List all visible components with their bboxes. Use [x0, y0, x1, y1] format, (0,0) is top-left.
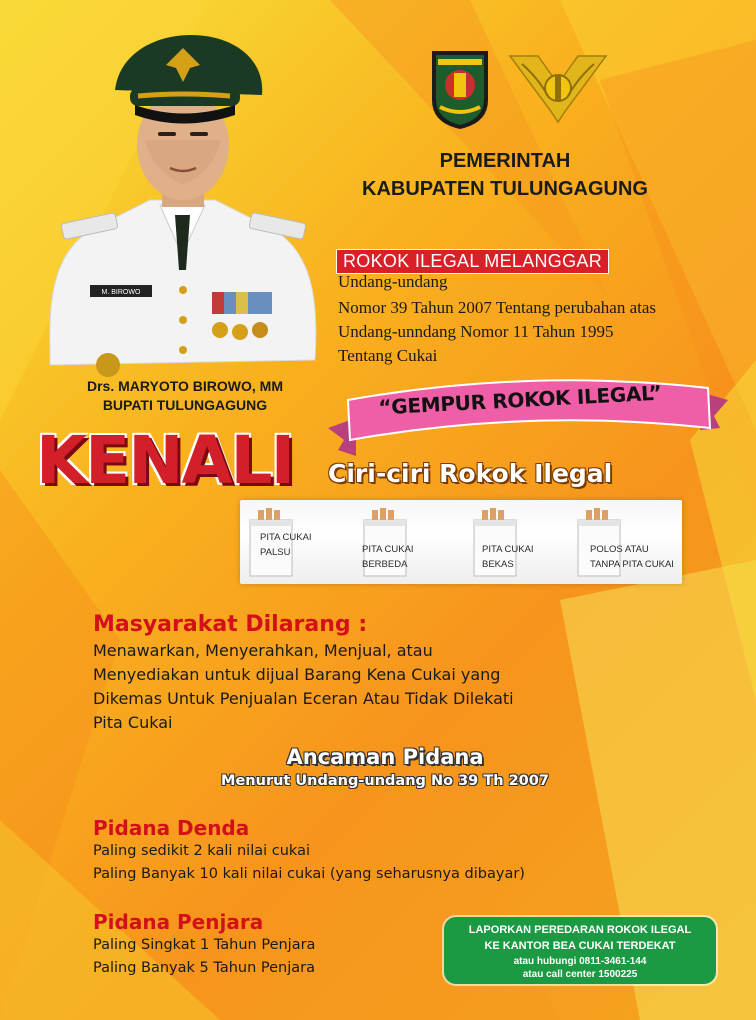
fine-line: Paling sedikit 2 kali nilai cukai	[93, 843, 310, 859]
prohibition-line: Menyediakan untuk dijual Barang Kena Cukai yang	[93, 665, 501, 684]
characteristics-subtitle: Ciri-ciri Rokok Ilegal	[328, 459, 613, 488]
regency-title: KABUPATEN TULUNGAGUNG	[362, 178, 648, 200]
official-position: BUPATI TULUNGAGUNG	[102, 397, 268, 413]
prison-line: Paling Banyak 5 Tahun Penjara	[93, 960, 315, 976]
report-phone: atau hubungi 0811-3461-144	[513, 956, 647, 967]
government-title: PEMERINTAH	[439, 150, 571, 172]
pack-label-different: PITA CUKAI BERBEDA	[362, 544, 414, 570]
official-name: Drs. MARYOTO BIROWO, MM	[87, 378, 283, 394]
official-portrait	[40, 20, 325, 380]
pack-label-counterfeit: PITA CUKAI PALSU	[260, 532, 312, 558]
law-line: Tentang Cukai	[338, 346, 438, 365]
pack-label-used: PITA CUKAI BEKAS	[482, 544, 534, 570]
fine-heading: Pidana Denda	[93, 816, 250, 840]
law-line: Undang-undang	[338, 272, 448, 291]
report-line: KE KANTOR BEA CUKAI TERDEKAT	[484, 940, 676, 952]
report-call-center: atau call center 1500225	[522, 969, 638, 980]
prohibition-line: Menawarkan, Menyerahkan, Menjual, atau	[93, 641, 433, 660]
kenali-heading: KENALI	[36, 422, 294, 499]
penalty-subtitle: Menurut Undang-undang No 39 Th 2007	[221, 773, 549, 789]
prohibition-heading: Masyarakat Dilarang :	[93, 612, 368, 637]
regency-emblem-icon	[428, 45, 492, 131]
law-line: Nomor 39 Tahun 2007 Tentang perubahan atas	[338, 298, 657, 317]
customs-emblem-icon	[508, 48, 608, 128]
report-line: LAPORKAN PEREDARAN ROKOK ILEGAL	[468, 924, 692, 936]
prison-line: Paling Singkat 1 Tahun Penjara	[93, 937, 316, 953]
fine-line: Paling Banyak 10 kali nilai cukai (yang seharusnya dibayar)	[93, 866, 525, 882]
pack-label-plain: POLOS ATAU TANPA PITA CUKAI	[590, 544, 674, 570]
law-headline-badge: ROKOK ILEGAL MELANGGAR	[336, 249, 609, 274]
penalty-title: Ancaman Pidana	[286, 745, 484, 769]
campaign-slogan: “GEMPUR ROKOK ILEGAL”	[377, 380, 663, 420]
law-line: Undang-unndang Nomor 11 Tahun 1995	[338, 322, 614, 341]
prohibition-line: Pita Cukai	[93, 713, 173, 732]
cigarette-pack-strip	[240, 500, 682, 584]
prohibition-line: Dikemas Untuk Penjualan Eceran Atau Tidak Dilekati	[93, 689, 514, 708]
nametag-text: M. BIROWO	[101, 289, 141, 296]
prison-heading: Pidana Penjara	[93, 910, 264, 934]
